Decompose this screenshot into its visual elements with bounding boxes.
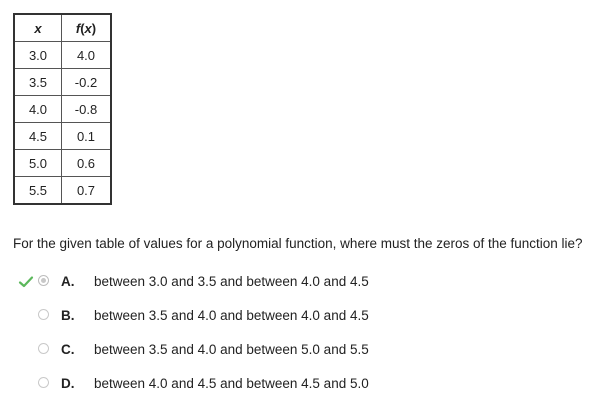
cell-fx: 0.1 <box>62 123 112 150</box>
choice-a[interactable] <box>0 268 614 302</box>
values-table <box>13 13 112 205</box>
choice-letter: B. <box>61 308 75 323</box>
cell-x: 3.5 <box>14 69 62 96</box>
radio-button[interactable] <box>38 275 49 286</box>
cell-fx: -0.2 <box>62 69 112 96</box>
choice-letter: D. <box>61 376 75 391</box>
question-text: For the given table of values for a polynomial function, where must the zeros of the function lie? <box>13 236 583 251</box>
choice-text: between 3.5 and 4.0 and between 4.0 and 4.5 <box>94 308 369 323</box>
header-fx: f(x) <box>62 14 112 42</box>
table-row <box>14 177 111 205</box>
cell-fx: 4.0 <box>62 42 112 69</box>
radio-button[interactable] <box>38 377 49 388</box>
choice-d[interactable] <box>0 370 614 404</box>
choice-letter: A. <box>61 274 75 289</box>
radio-button[interactable] <box>38 343 49 354</box>
header-x: x <box>14 14 62 42</box>
cell-x: 5.5 <box>14 177 62 205</box>
choice-b[interactable] <box>0 302 614 336</box>
cell-fx: 0.6 <box>62 150 112 177</box>
table-row <box>14 123 111 150</box>
cell-fx: -0.8 <box>62 96 112 123</box>
radio-button[interactable] <box>38 309 49 320</box>
cell-fx: 0.7 <box>62 177 112 205</box>
choice-text: between 4.0 and 4.5 and between 4.5 and 5.0 <box>94 376 369 391</box>
cell-x: 4.5 <box>14 123 62 150</box>
cell-x: 4.0 <box>14 96 62 123</box>
choice-text: between 3.0 and 3.5 and between 4.0 and 4.5 <box>94 274 369 289</box>
answer-choices <box>0 268 614 404</box>
table-header-row <box>14 14 111 42</box>
table-row <box>14 69 111 96</box>
cell-x: 5.0 <box>14 150 62 177</box>
table-row <box>14 42 111 69</box>
cell-x: 3.0 <box>14 42 62 69</box>
table-row <box>14 150 111 177</box>
choice-text: between 3.5 and 4.0 and between 5.0 and 5.5 <box>94 342 369 357</box>
check-icon <box>18 274 34 290</box>
choice-letter: C. <box>61 342 75 357</box>
table-row <box>14 96 111 123</box>
choice-c[interactable] <box>0 336 614 370</box>
